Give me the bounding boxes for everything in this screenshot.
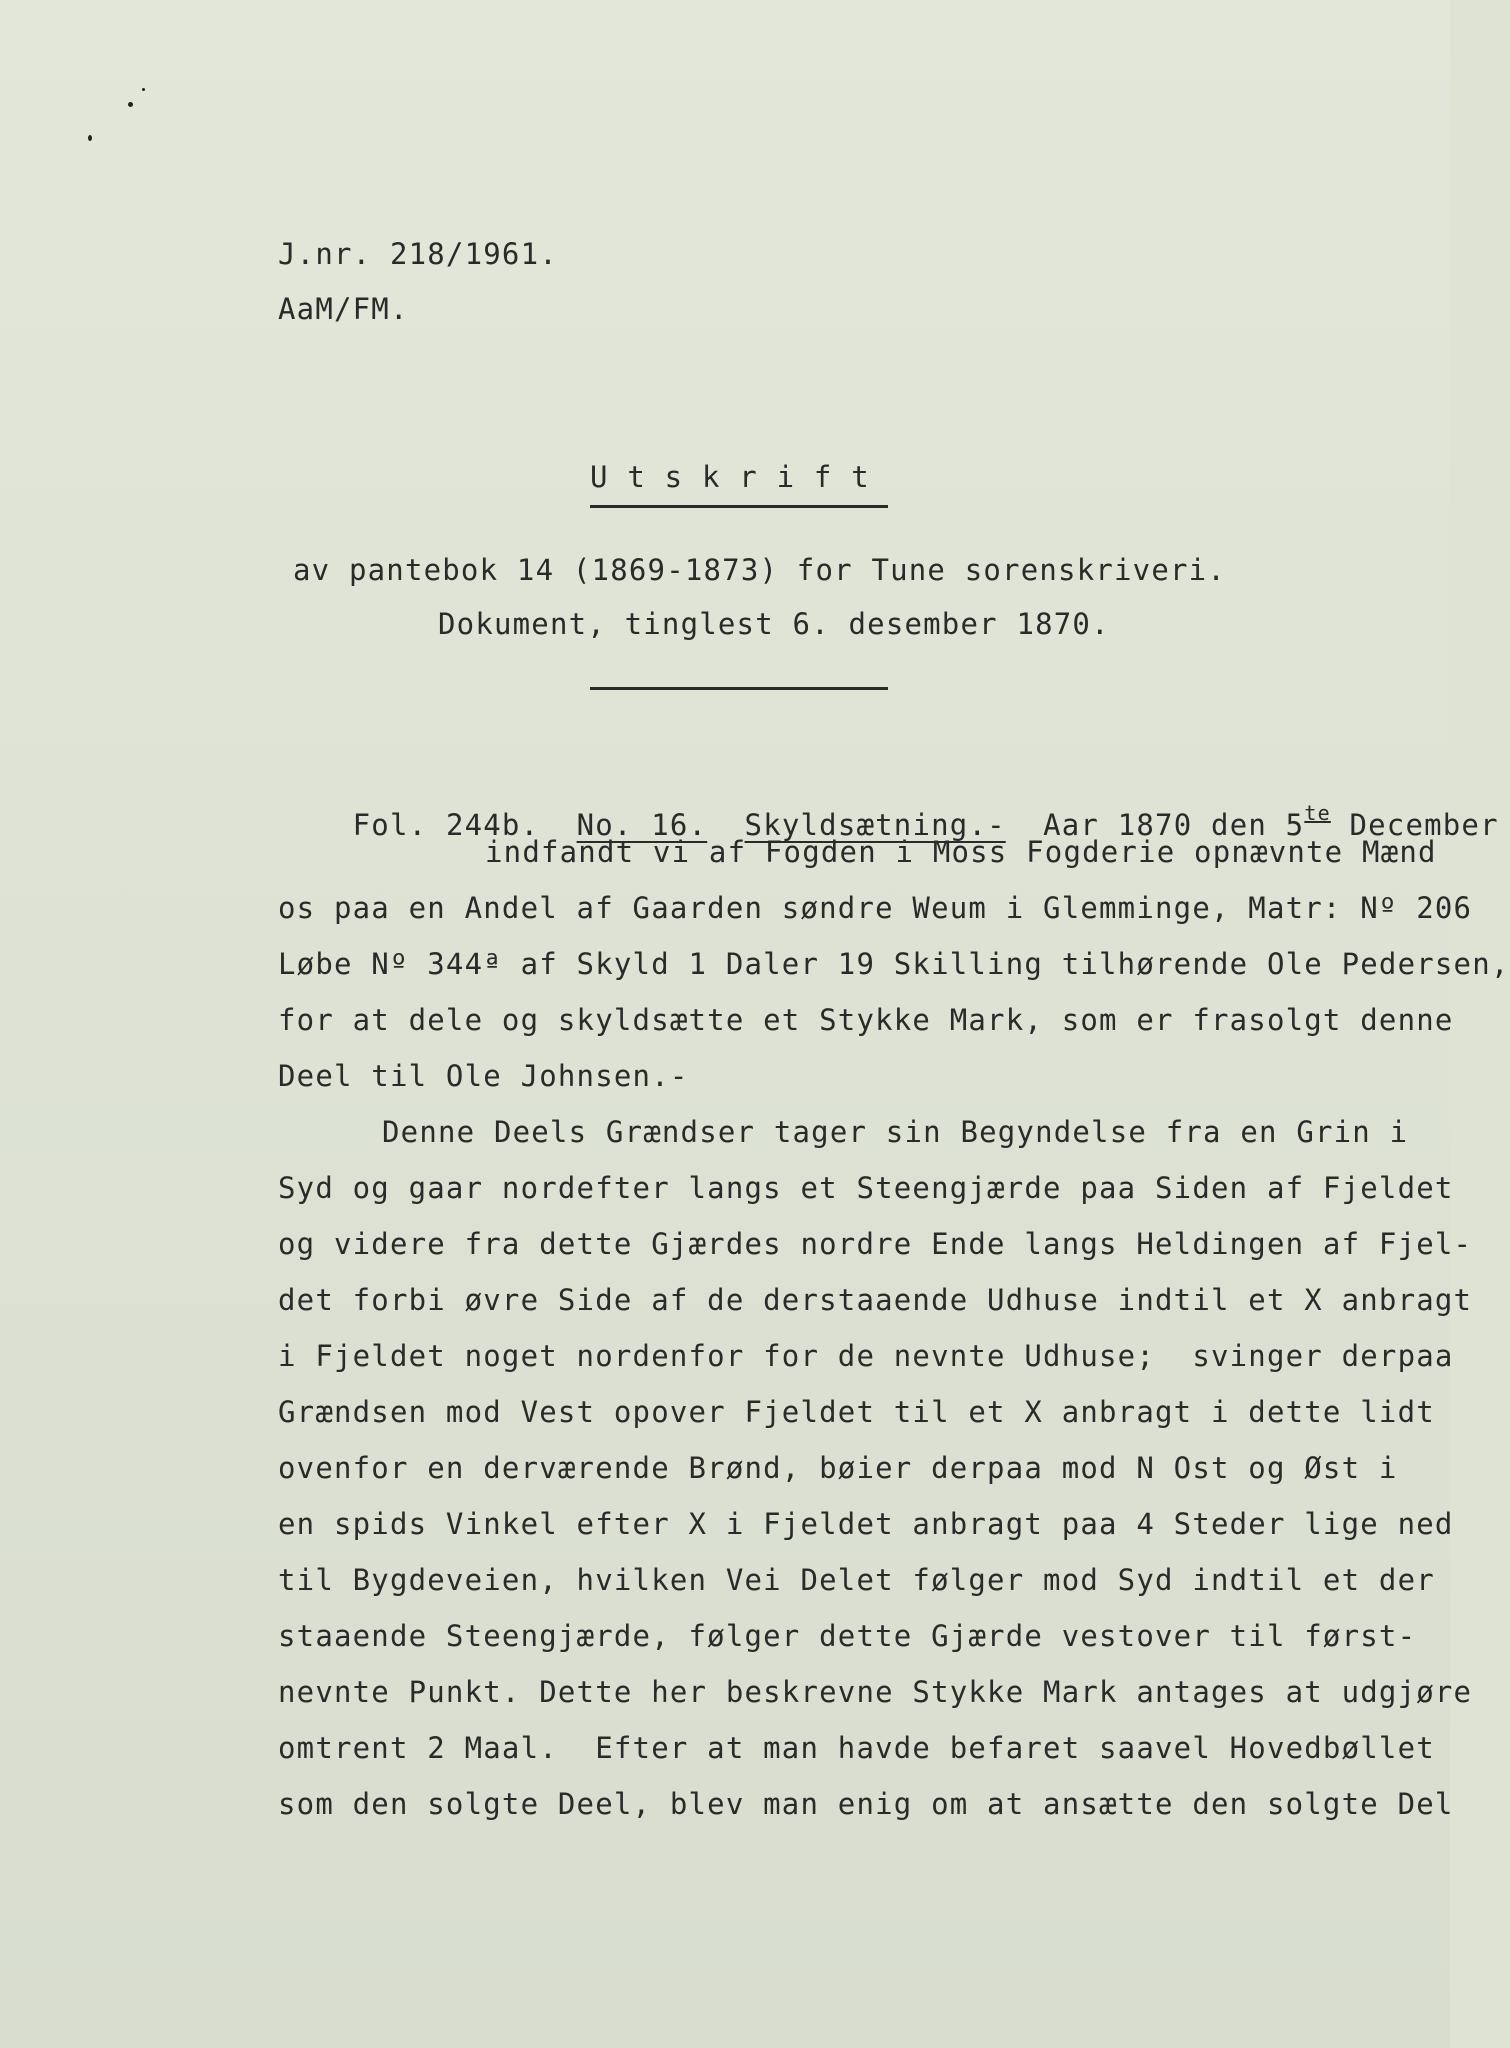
body-line: Deel til Ole Johnsen.- <box>278 1059 689 1093</box>
body-line: en spids Vinkel efter X i Fjeldet anbragt paa 4 Steder lige ned <box>278 1507 1454 1541</box>
entry-kind: Skyldsætning.- <box>744 808 1006 842</box>
body-line: Denne Deels Grændser tager sin Begyndelse fra en Grin i <box>382 1115 1409 1149</box>
entry-date-post: December <box>1330 808 1499 842</box>
initials: AaM/FM. <box>278 292 409 326</box>
body-line: nevnte Punkt. Dette her beskrevne Stykke Mark antages at udgjøre <box>278 1675 1473 1709</box>
ink-speck <box>128 102 133 107</box>
body-line: og videre fra dette Gjærdes nordre Ende langs Heldingen af Fjel- <box>278 1227 1473 1261</box>
entry-date-sup: te <box>1304 801 1331 826</box>
body-line: Syd og gaar nordefter langs et Steengjærde paa Siden af Fjeldet <box>278 1171 1454 1205</box>
body-line: indfandt vi af Fogden i Moss Fogderie opnævnte Mænd <box>485 835 1437 869</box>
folio: Fol. 244b. <box>352 808 540 842</box>
body-line: omtrent 2 Maal. Efter at man havde befaret saavel Hovedbøllet <box>278 1731 1435 1765</box>
body-line: for at dele og skyldsætte et Stykke Mark, som er frasolgt denne <box>278 1003 1454 1037</box>
heading-underline <box>590 505 888 508</box>
separator-rule <box>590 687 888 690</box>
entry-date-pre: Aar 1870 den 5 <box>1043 808 1305 842</box>
body-line: Løbe Nº 344ª af Skyld 1 Daler 19 Skilling tilhørende Ole Pedersen, <box>278 947 1510 981</box>
body-line: til Bygdeveien, hvilken Vei Delet følger mod Syd indtil et der <box>278 1563 1435 1597</box>
ink-speck <box>142 88 145 91</box>
body-line: Grændsen mod Vest opover Fjeldet til et X anbragt i dette lidt <box>278 1395 1435 1429</box>
document-heading: U t s k r i f t <box>590 460 870 494</box>
body-line: ovenfor en derværende Brønd, bøier derpaa mod N Ost og Øst i <box>278 1451 1398 1485</box>
journal-number: J.nr. 218/1961. <box>278 237 558 271</box>
entry-number: No. 16. <box>576 808 708 842</box>
subtitle-line-1: av pantebok 14 (1869-1873) for Tune sorenskriveri. <box>293 553 1226 587</box>
body-line: som den solgte Deel, blev man enig om at ansætte den solgte Del <box>278 1787 1454 1821</box>
body-line: det forbi øvre Side af de derstaaende Udhuse indtil et X anbragt <box>278 1283 1473 1317</box>
body-line: os paa en Andel af Gaarden søndre Weum i Glemminge, Matr: Nº 206 <box>278 891 1473 925</box>
body-line: staaende Steengjærde, følger dette Gjærde vestover til først- <box>278 1619 1417 1653</box>
subtitle-line-2: Dokument, tinglest 6. desember 1870. <box>438 607 1110 641</box>
ink-speck <box>88 135 92 141</box>
body-line: i Fjeldet noget nordenfor for de nevnte Udhuse; svinger derpaa <box>278 1339 1454 1373</box>
